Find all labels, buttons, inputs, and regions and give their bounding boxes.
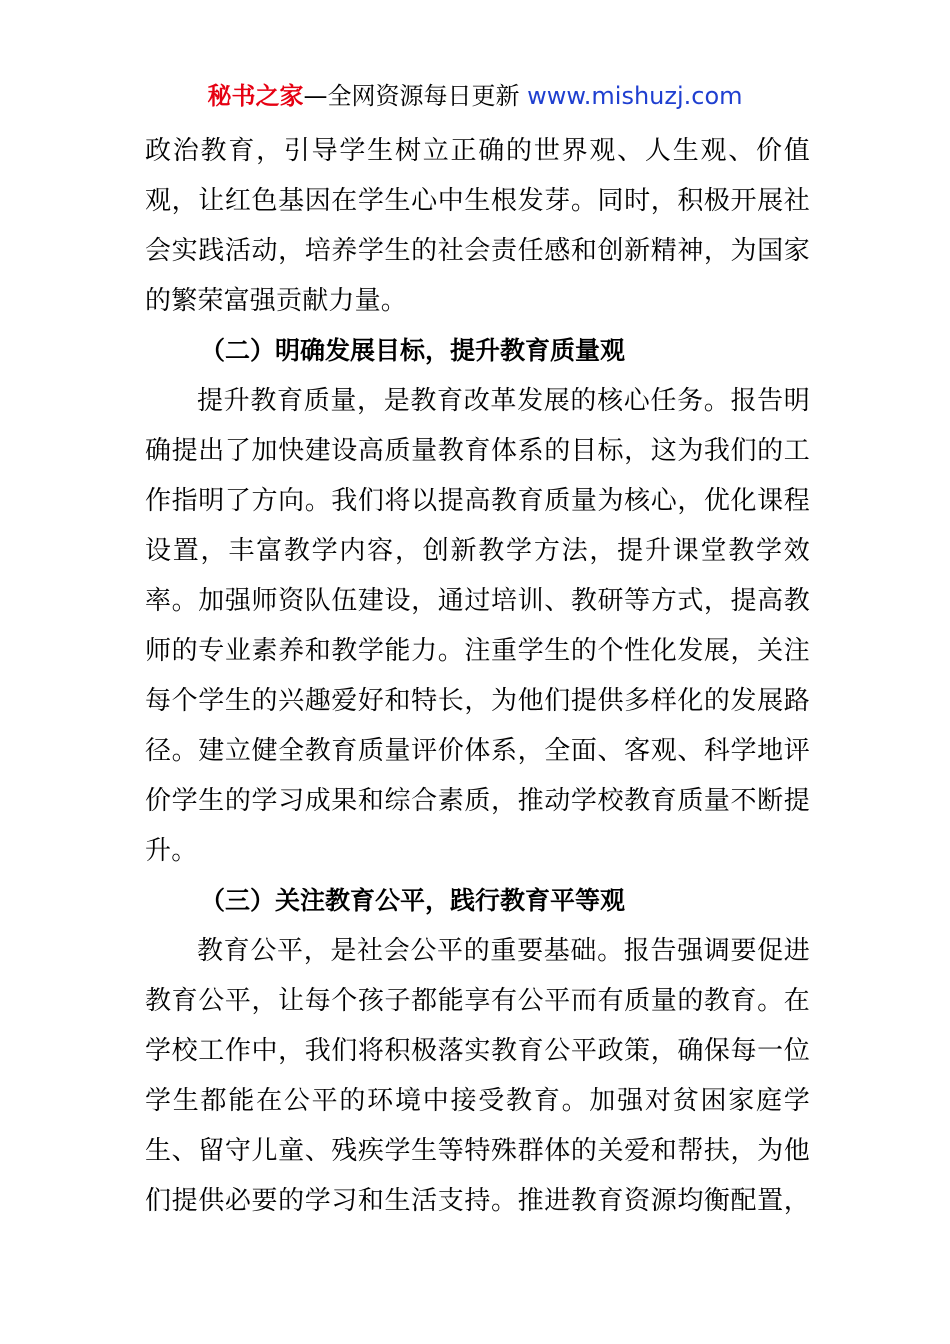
text-line: 径。建立健全教育质量评价体系，全面、客观、科学地评: [145, 736, 810, 766]
section-heading-3: （三）关注教育公平，践行教育平等观: [200, 886, 626, 915]
text-line: 教育公平，是社会公平的重要基础。报告强调要促进: [197, 936, 810, 966]
text-line: 每个学生的兴趣爱好和特长，为他们提供多样化的发展路: [145, 686, 810, 716]
paragraph-education-equity: [145, 926, 810, 1226]
text-line: 学生都能在公平的环境中接受教育。加强对贫困家庭学: [145, 1086, 810, 1116]
text-line: 政治教育，引导学生树立正确的世界观、人生观、价值: [145, 136, 810, 166]
text-line: 们提供必要的学习和生活支持。推进教育资源均衡配置，: [145, 1186, 810, 1216]
document-body: [145, 126, 810, 1226]
site-header: [0, 80, 950, 112]
site-url-link[interactable]: www.mishuzj.com: [527, 82, 743, 110]
text-line: 学校工作中，我们将积极落实教育公平政策，确保每一位: [145, 1036, 810, 1066]
site-brand: 秘书之家: [207, 82, 304, 110]
site-tagline: —全网资源每日更新: [303, 82, 528, 110]
text-line: 教育公平，让每个孩子都能享有公平而有质量的教育。在: [145, 986, 810, 1016]
text-line: 设置，丰富教学内容，创新教学方法，提升课堂教学效: [145, 536, 810, 566]
paragraph-education-quality: [145, 376, 810, 876]
text-line: 率。加强师资队伍建设，通过培训、教研等方式，提高教: [145, 586, 810, 616]
text-line: 会实践活动，培养学生的社会责任感和创新精神，为国家: [145, 236, 810, 266]
text-line: 师的专业素养和教学能力。注重学生的个性化发展，关注: [145, 636, 810, 666]
text-line: 提升教育质量，是教育改革发展的核心任务。报告明: [197, 386, 810, 416]
text-line: 生、留守儿童、残疾学生等特殊群体的关爱和帮扶，为他: [145, 1136, 810, 1166]
text-line: 的繁荣富强贡献力量。: [145, 286, 408, 316]
text-line: 价学生的学习成果和综合素质，推动学校教育质量不断提: [145, 786, 810, 816]
section-heading-2: （二）明确发展目标，提升教育质量观: [200, 336, 626, 365]
text-line: 确提出了加快建设高质量教育体系的目标，这为我们的工: [145, 436, 810, 466]
text-line: 作指明了方向。我们将以提高教育质量为核心，优化课程: [145, 486, 810, 516]
text-line: 升。: [145, 836, 198, 866]
text-line: 观，让红色基因在学生心中生根发芽。同时，积极开展社: [145, 186, 810, 216]
paragraph-continued: [145, 126, 810, 326]
